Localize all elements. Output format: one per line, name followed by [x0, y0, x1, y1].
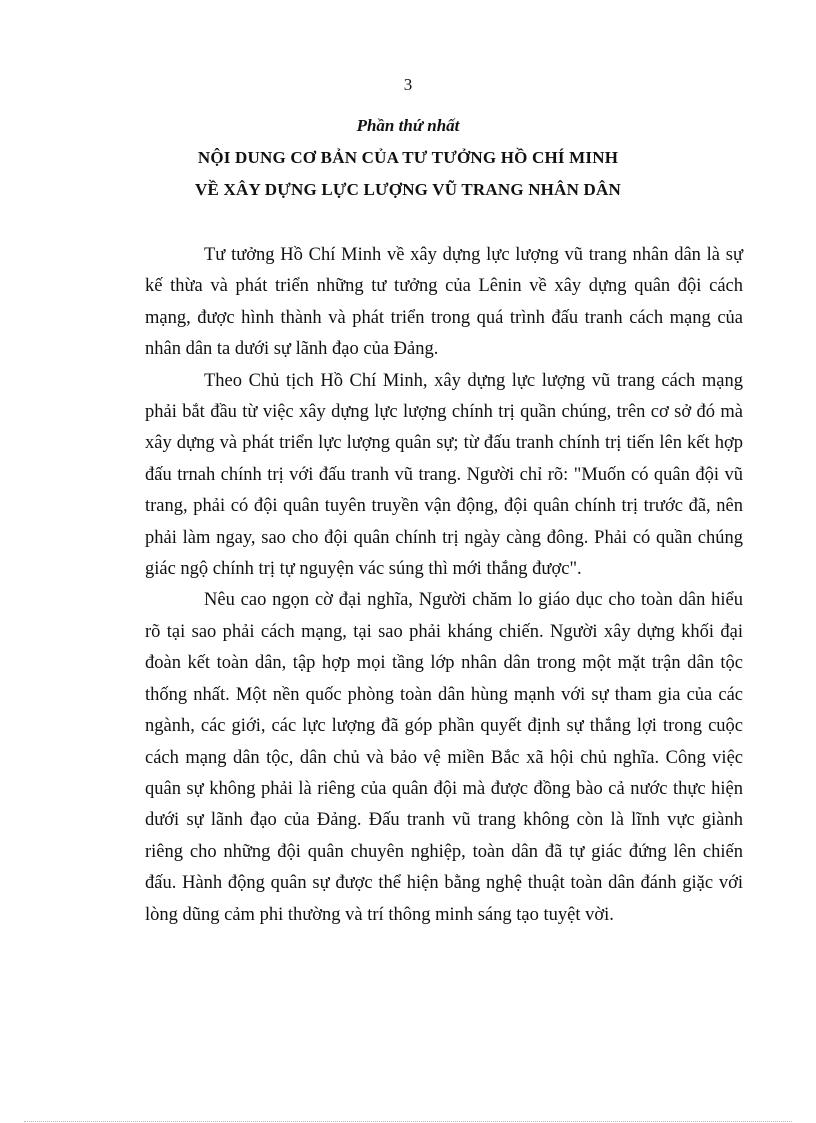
footer-divider — [24, 1121, 792, 1122]
chapter-title-line-2: VỀ XÂY DỰNG LỰC LƯỢNG VŨ TRANG NHÂN DÂN — [195, 180, 621, 199]
paragraph-2: Theo Chủ tịch Hồ Chí Minh, xây dựng lực lượng vũ trang cách mạng phải bắt đầu từ việc xây dựng lực lượng chính trị quần chúng, trên cơ sở đó mà xây dựng và phát triển lực lượng quân sự; từ đấu tranh chính trị tiến lên kết hợp đấu trnah chính trị với đấu tranh vũ trang. Người chỉ rõ: "Muốn có quân đội vũ trang, phải có đội quân tuyên truyền vận động, đội quân chính trị trước đã, nên phải làm ngay, sao cho đội quân chính trị ngày càng đông. Phải có quần chúng giác ngộ chính trị tự nguyện vác súng thì mới thắng được". — [145, 370, 743, 580]
part-label: Phần thứ nhất — [356, 116, 460, 135]
paragraph-1: Tư tưởng Hồ Chí Minh về xây dựng lực lượng vũ trang nhân dân là sự kế thừa và phát triển những tư tưởng của Lênin về xây dựng quân đội cách mạng, được hình thành và phát triển trong quá trình đấu tranh cách mạng của nhân dân ta dưới sự lãnh đạo của Đảng. — [145, 245, 743, 360]
chapter-title-line-1: NỘI DUNG CƠ BẢN CỦA TƯ TƯỞNG HỒ CHÍ MINH — [197, 148, 619, 167]
page-number: 3 — [403, 75, 413, 94]
paragraph-3: Nêu cao ngọn cờ đại nghĩa, Người chăm lo giáo dục cho toàn dân hiểu rõ tại sao phải cách mạng, tại sao phải kháng chiến. Người xây dựng khối đại đoàn kết toàn dân, tập hợp mọi tầng lớp nhân dân trong một mặt trận dân tộc thống nhất. Một nền quốc phòng toàn dân hùng mạnh với sự tham gia của các ngành, các giới, các lực lượng đã góp phần quyết định sự thắng lợi trong cuộc cách mạng dân tộc, dân chủ và bảo vệ miền Bắc xã hội chủ nghĩa. Công việc quân sự không phải là riêng của quân đội mà được đồng bào cả nước thực hiện dưới sự lãnh đạo của Đảng. Đấu tranh vũ trang không còn là lĩnh vực giành riêng cho những đội quân chuyên nghiệp, toàn dân đã tự giác đứng lên chiến đấu. Hành động quân sự được thể hiện bằng nghệ thuật toàn dân đánh giặc với lòng dũng cảm phi thường và trí thông minh sáng tạo tuyệt vời. — [145, 590, 743, 925]
body-text — [145, 240, 743, 931]
